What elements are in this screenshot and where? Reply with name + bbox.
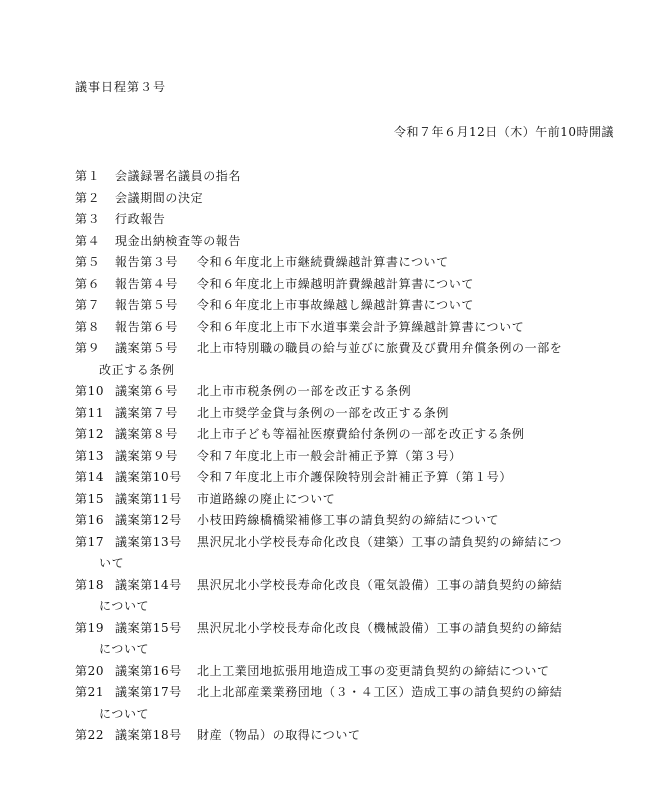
- agenda-item-title: 北上市子ども等福祉医療費給付条例の一部を改正する条例: [197, 427, 525, 441]
- agenda-item-title: 令和６年度北上市下水道事業会計予算繰越計算書について: [197, 319, 525, 334]
- agenda-item-line: [75, 209, 595, 231]
- agenda-item: [75, 274, 595, 296]
- agenda-item: [75, 489, 595, 511]
- agenda-item-title-continuation: について: [99, 706, 150, 721]
- agenda-item: [75, 166, 595, 188]
- agenda-item-number: 第２: [75, 190, 101, 205]
- agenda-item-line: [75, 252, 595, 274]
- agenda-item-number: 第16: [75, 513, 105, 527]
- agenda-item-number: 第11: [75, 405, 105, 420]
- agenda-item-reference: 議案第17号: [115, 685, 182, 699]
- agenda-item-line: [75, 618, 595, 640]
- agenda-item: [75, 295, 595, 317]
- agenda-item-title: 北上市奨学金貸与条例の一部を改正する条例: [197, 405, 450, 420]
- agenda-item: [75, 618, 595, 661]
- agenda-item-reference: 報告第５号: [115, 298, 179, 312]
- agenda-item-reference: 議案第９号: [115, 448, 179, 463]
- agenda-item-number: 第８: [75, 319, 101, 334]
- agenda-item-number: 第３: [75, 212, 101, 226]
- agenda-item-reference: 議案第６号: [115, 384, 179, 398]
- agenda-item-line: [75, 532, 595, 554]
- meeting-date: 令和７年６月12日（木）午前10時開議: [393, 125, 614, 139]
- agenda-item-number: 第15: [75, 491, 105, 506]
- agenda-item-title-continuation: 改正する条例: [99, 362, 175, 377]
- agenda-item-reference: 議案第８号: [115, 427, 179, 441]
- agenda-item-reference: 議案第18号: [115, 728, 182, 742]
- agenda-item-title: 小枝田跨線橋橋梁補修工事の請負契約の締結について: [197, 513, 500, 527]
- agenda-item-number: 第６: [75, 276, 101, 291]
- agenda-item: [75, 682, 595, 725]
- agenda-item-title: 北上北部産業業務団地（３・４工区）造成工事の請負契約の締結: [197, 685, 563, 699]
- agenda-item: [75, 510, 595, 532]
- agenda-item: [75, 403, 595, 425]
- agenda-item-title: 黒沢尻北小学校長寿命化改良（機械設備）工事の請負契約の締結: [197, 620, 563, 635]
- agenda-item: [75, 725, 595, 747]
- agenda-item-number: 第７: [75, 298, 101, 312]
- agenda-item-reference: 報告第６号: [115, 319, 179, 334]
- document-title: 議事日程第３号: [75, 80, 167, 94]
- agenda-item-title: 令和６年度北上市事故繰越し繰越計算書について: [197, 298, 474, 312]
- agenda-item: [75, 338, 595, 381]
- agenda-item-number: 第４: [75, 233, 101, 248]
- agenda-item: [75, 231, 595, 253]
- agenda-item-number: 第18: [75, 577, 105, 592]
- agenda-item-line: [75, 424, 595, 446]
- agenda-item-title: 市道路線の廃止について: [197, 491, 336, 506]
- agenda-item-line: [75, 446, 595, 468]
- agenda-item-title: 財産（物品）の取得について: [197, 728, 361, 742]
- agenda-item-title: 北上工業団地拡張用地造成工事の変更請負契約の締結について: [197, 663, 550, 678]
- agenda-item-number: 第１: [75, 169, 101, 183]
- agenda-item-title: 黒沢尻北小学校長寿命化改良（電気設備）工事の請負契約の締結: [197, 577, 563, 592]
- agenda-item-line: [75, 188, 595, 210]
- agenda-item-reference: 議案第11号: [115, 491, 182, 506]
- agenda-item-title: 行政報告: [115, 212, 166, 226]
- agenda-item-line: [75, 338, 595, 360]
- agenda-item-reference: 議案第14号: [115, 577, 182, 592]
- agenda-item-reference: 議案第12号: [115, 513, 182, 527]
- agenda-item-reference: 報告第４号: [115, 276, 179, 291]
- agenda-item-number: 第12: [75, 427, 105, 441]
- agenda-item: [75, 188, 595, 210]
- agenda-item-number: 第５: [75, 255, 101, 269]
- agenda-item-reference: 議案第７号: [115, 405, 179, 420]
- agenda-item-title: 黒沢尻北小学校長寿命化改良（建築）工事の請負契約の締結につ: [197, 534, 563, 549]
- agenda-item-line: [75, 381, 595, 403]
- agenda-item-title-continuation: について: [99, 642, 150, 656]
- agenda-item: [75, 532, 595, 575]
- agenda-item-line: [75, 575, 595, 597]
- agenda-item-title-continuation: いて: [99, 556, 125, 570]
- agenda-item: [75, 575, 595, 618]
- agenda-item-line: [75, 489, 595, 511]
- agenda-item-number: 第13: [75, 448, 105, 463]
- agenda-item-number: 第22: [75, 728, 105, 742]
- agenda-item-line: [75, 682, 595, 704]
- agenda-item-line: [75, 317, 595, 339]
- agenda-item: [75, 381, 595, 403]
- agenda-item-reference: 議案第13号: [115, 534, 182, 549]
- agenda-item-reference: 議案第10号: [115, 470, 182, 484]
- agenda-item-number: 第14: [75, 470, 105, 484]
- agenda-item: [75, 317, 595, 339]
- agenda-item-number: 第９: [75, 341, 101, 355]
- agenda-item-line: [75, 166, 595, 188]
- agenda-item-title: 令和７年度北上市一般会計補正予算（第３号）: [197, 448, 462, 463]
- agenda-item-number: 第10: [75, 384, 105, 398]
- agenda-item-title: 北上市市税条例の一部を改正する条例: [197, 384, 412, 398]
- agenda-item: [75, 467, 595, 489]
- agenda-item: [75, 252, 595, 274]
- agenda-item: [75, 209, 595, 231]
- agenda-item-title: 会議期間の決定: [115, 190, 204, 205]
- agenda-item-number: 第17: [75, 534, 105, 549]
- agenda-item-line: [75, 295, 595, 317]
- agenda-item-number: 第19: [75, 620, 105, 635]
- agenda-item-line: [75, 403, 595, 425]
- agenda-item-line: [75, 661, 595, 683]
- agenda-item-number: 第20: [75, 663, 105, 678]
- agenda-item-reference: 議案第15号: [115, 620, 182, 635]
- agenda-item-line: [75, 725, 595, 747]
- agenda-item-title: 令和６年度北上市継続費繰越計算書について: [197, 255, 449, 269]
- agenda-item-title: 令和７年度北上市介護保険特別会計補正予算（第１号）: [197, 470, 513, 484]
- agenda-item-line: [75, 510, 595, 532]
- agenda-list: [75, 166, 595, 747]
- agenda-item-number: 第21: [75, 685, 105, 699]
- agenda-item-reference: 議案第16号: [115, 663, 182, 678]
- agenda-item: [75, 661, 595, 683]
- agenda-item-line: [75, 231, 595, 253]
- agenda-item: [75, 446, 595, 468]
- agenda-item-title: 北上市特別職の職員の給与並びに旅費及び費用弁償条例の一部を: [197, 341, 563, 355]
- agenda-item-reference: 議案第５号: [115, 341, 179, 355]
- agenda-item-title-continuation: について: [99, 599, 150, 613]
- agenda-item-reference: 報告第３号: [115, 255, 179, 269]
- agenda-item-title: 会議録署名議員の指名: [115, 169, 242, 183]
- agenda-item-title: 現金出納検査等の報告: [115, 233, 242, 248]
- agenda-item-line: [75, 274, 595, 296]
- agenda-item-title: 令和６年度北上市繰越明許費繰越計算書について: [197, 276, 474, 291]
- agenda-item: [75, 424, 595, 446]
- agenda-item-line: [75, 467, 595, 489]
